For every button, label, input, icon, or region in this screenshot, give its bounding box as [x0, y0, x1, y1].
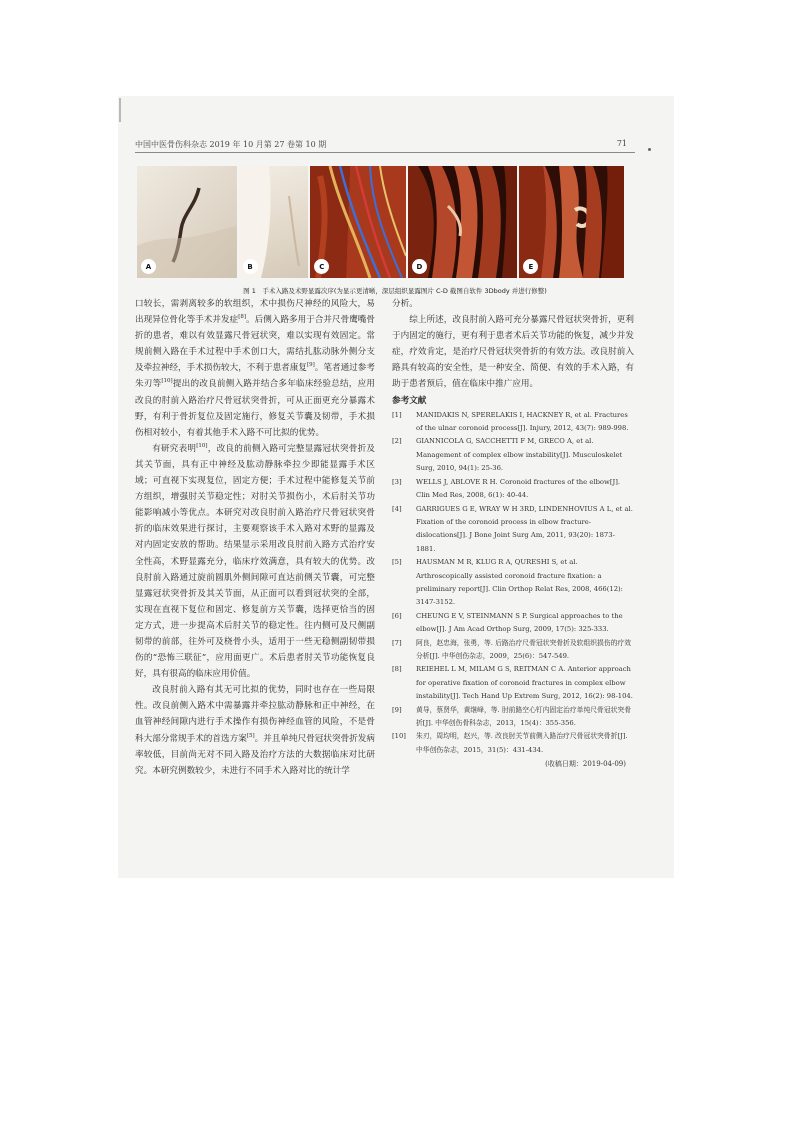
journal-info: 中国中医骨伤科杂志 2019 年 10 月第 27 卷第 10 期	[135, 140, 327, 149]
panel-label-d: D	[412, 259, 427, 274]
left-column	[135, 296, 375, 779]
paragraph-1: 口较长，需剥离较多的软组织，术中损伤尺神经的风险大，易出现异位骨化等手术并发症[8]。后侧入路多用于合并尺骨鹰嘴骨折的患者，难以有效显露尺骨冠状突，难以实现有效固定。常规前侧入路在手术过程中手术创口大，需结扎肱动脉外侧分支及牵拉神经，手术损伤较大，不利于患者康复[9]。笔者通过参考朱刃等[10]提出的改良前侧入路并结合多年临床经验总结，应用改良的肘前入路治疗尺骨冠状突骨折，可从正面更充分暴露术野，有利于骨折复位及固定施行，修复关节囊及韧带，手术损伤相对较小，有着其他手术入路不可比拟的优势。	[135, 299, 375, 438]
right-column	[392, 296, 634, 771]
paragraph-2: 有研究表明[10]，改良的前侧入路可完整显露冠状突骨折及其关节面，具有正中神经及肱动静脉牵拉少即能显露手术区域；可直视下实现复位，固定方便；手术过程中能修复关节前方组织，增强肘关节稳定性；对肘关节损伤小，术后肘关节功能影响减小等优点。本研究对改良肘前入路治疗尺骨冠状突骨折的临床效果进行探讨，主要观察该手术入路对术野的显露及对内固定安放的帮助。结果显示采用改良肘前入路方式治疗安全性高，术野显露充分，临床疗效满意，具有较大的优势。改良肘前入路通过旋前圆肌外侧间隙可直达前侧关节囊，可完整显露冠状突骨折及其关节面，从正面可以看到冠状突的全部，实现在直视下复位和固定、修复前方关节囊，选择更恰当的固定方式，进一步提高术后肘关节的稳定性。往内侧可及尺侧副韧带的前部，往外可及桡骨小头，适用于一些无稳侧副韧带损伤的“恐怖三联征”，应用面更广。术后患者肘关节功能恢复良好，具有很高的临床应用价值。	[135, 442, 375, 680]
scan-dot	[648, 148, 651, 151]
reference-list	[392, 409, 634, 758]
citation: [8]	[238, 314, 246, 321]
running-header	[135, 139, 635, 150]
citation: [10]	[161, 378, 173, 385]
page-number: 71	[616, 139, 627, 148]
figure-1	[137, 166, 624, 278]
figure-panel-d	[408, 166, 518, 278]
reference-item: [6] CHEUNG E V, STEINMANN S P. Surgical approaches to the elbow[J]. J Am Acad Orthop Surg, 2009, 17(5): 325-333.	[392, 611, 623, 634]
reference-item: [8] REIEHEL L M, MILAM G S, REITMAN C A. Anterior approach for operative fixation of coronoid fractures in complex elbow instability[J]. Tech Hand Up Extrem Surg, 2012, 16(2): 98-104.	[392, 665, 633, 701]
reference-item: [3] WELLS J, ABLOVE R H. Coronoid fractures of the elbow[J]. Clin Med Res, 2008, 6(1): 40-44.	[392, 477, 621, 500]
received-date: (收稿日期：2019-04-09)	[545, 760, 626, 769]
figure-panel-b	[239, 166, 309, 278]
header-rule	[135, 152, 635, 153]
paragraph-continuation: 分析。	[392, 299, 418, 309]
reference-item: [10] 朱刃，周均明，赵兴，等. 改良肘关节前侧入路治疗尺骨冠状突骨折[J]. 中华创伤杂志，2015，31(5)：431-434.	[392, 732, 628, 754]
paragraph-3: 改良肘前入路有其无可比拟的优势，同时也存在一些局限性。改良前侧入路术中需暴露并牵拉肱动静脉和正中神经，在血管神经间隙内进行手术操作有损伤神经血管的风险，不是骨科大部分常规手术的首选方案[5]。并且单纯尺骨冠状突骨折发病率较低，目前尚无对不同入路及治疗方法的大数据临床对比研究。本研究例数较少，未进行不同手术入路对比的统计学	[135, 685, 375, 776]
panel-label-a: A	[141, 259, 156, 274]
reference-item: [4] GARRIGUES G E, WRAY W H 3RD, LINDENHOVIUS A L, et al. Fixation of the coronoid process in elbow fracture-dislocations[J]. J Bone Joint Surg Am, 2011, 93(20): 1873-1881.	[392, 504, 633, 553]
figure-panel-e	[519, 166, 624, 278]
figure-caption: 图 1 手术入路及术野显露次序(为显示更清晰，深层组织显露图片 C-D 截图自软件 3Dbody 并进行修整)	[243, 287, 547, 295]
reference-item: [7] 阿良，赵忠海，张勇，等. 后路治疗尺骨冠状突骨折及软组织损伤的疗效分析[J]. 中华创伤杂志，2009，25(6)：547-549.	[392, 638, 632, 660]
reference-item: [5] HAUSMAN M R, KLUG R A, QURESHI S, et al. Arthroscopically assisted coronoid fracture fixation: a preliminary report[J]. Clin Orthop Relat Res, 2008, 466(12): 3147-3152.	[392, 558, 623, 607]
figure-panel-a	[137, 166, 237, 278]
scan-edge-mark	[119, 98, 121, 122]
panel-label-e: E	[523, 259, 538, 274]
citation: [10]	[196, 442, 208, 449]
references-heading: 参考文献	[392, 395, 427, 406]
panel-label-b: B	[243, 259, 258, 274]
figure-panel-c	[310, 166, 406, 278]
reference-item: [9] 黄导，蔡贤华，黄继峰，等. 肘前路空心钉内固定治疗单纯尺骨冠状突骨折[J]. 中华创伤骨科杂志，2013，15(4)：355-356.	[392, 705, 632, 727]
citation: [5]	[246, 732, 255, 739]
panel-label-c: C	[314, 259, 329, 274]
reference-item: [2] GIANNICOLA G, SACCHETTI F M, GRECO A, et al. Management of complex elbow instability[J]. Musculoskelet Surg, 2010, 94(1): 25-36.	[392, 437, 623, 473]
reference-item: [1] MANIDAKIS N, SPERELAKIS I, HACKNEY R, et al. Fractures of the ulnar coronoid process[J]. Injury, 2012, 43(7): 989-998.	[392, 410, 629, 433]
citation: [9]	[306, 362, 315, 369]
conclusion-paragraph: 综上所述，改良肘前入路可充分暴露尺骨冠状突骨折，更利于内固定的施行，更有利于患者术后关节功能的恢复，减少并发症，疗效肯定，是治疗尺骨冠状突骨折的有效方法。改良肘前入路具有较高的安全性，是一种安全、简便、有效的手术入路，有助于患者预后，值在临床中推广应用。	[392, 315, 634, 390]
